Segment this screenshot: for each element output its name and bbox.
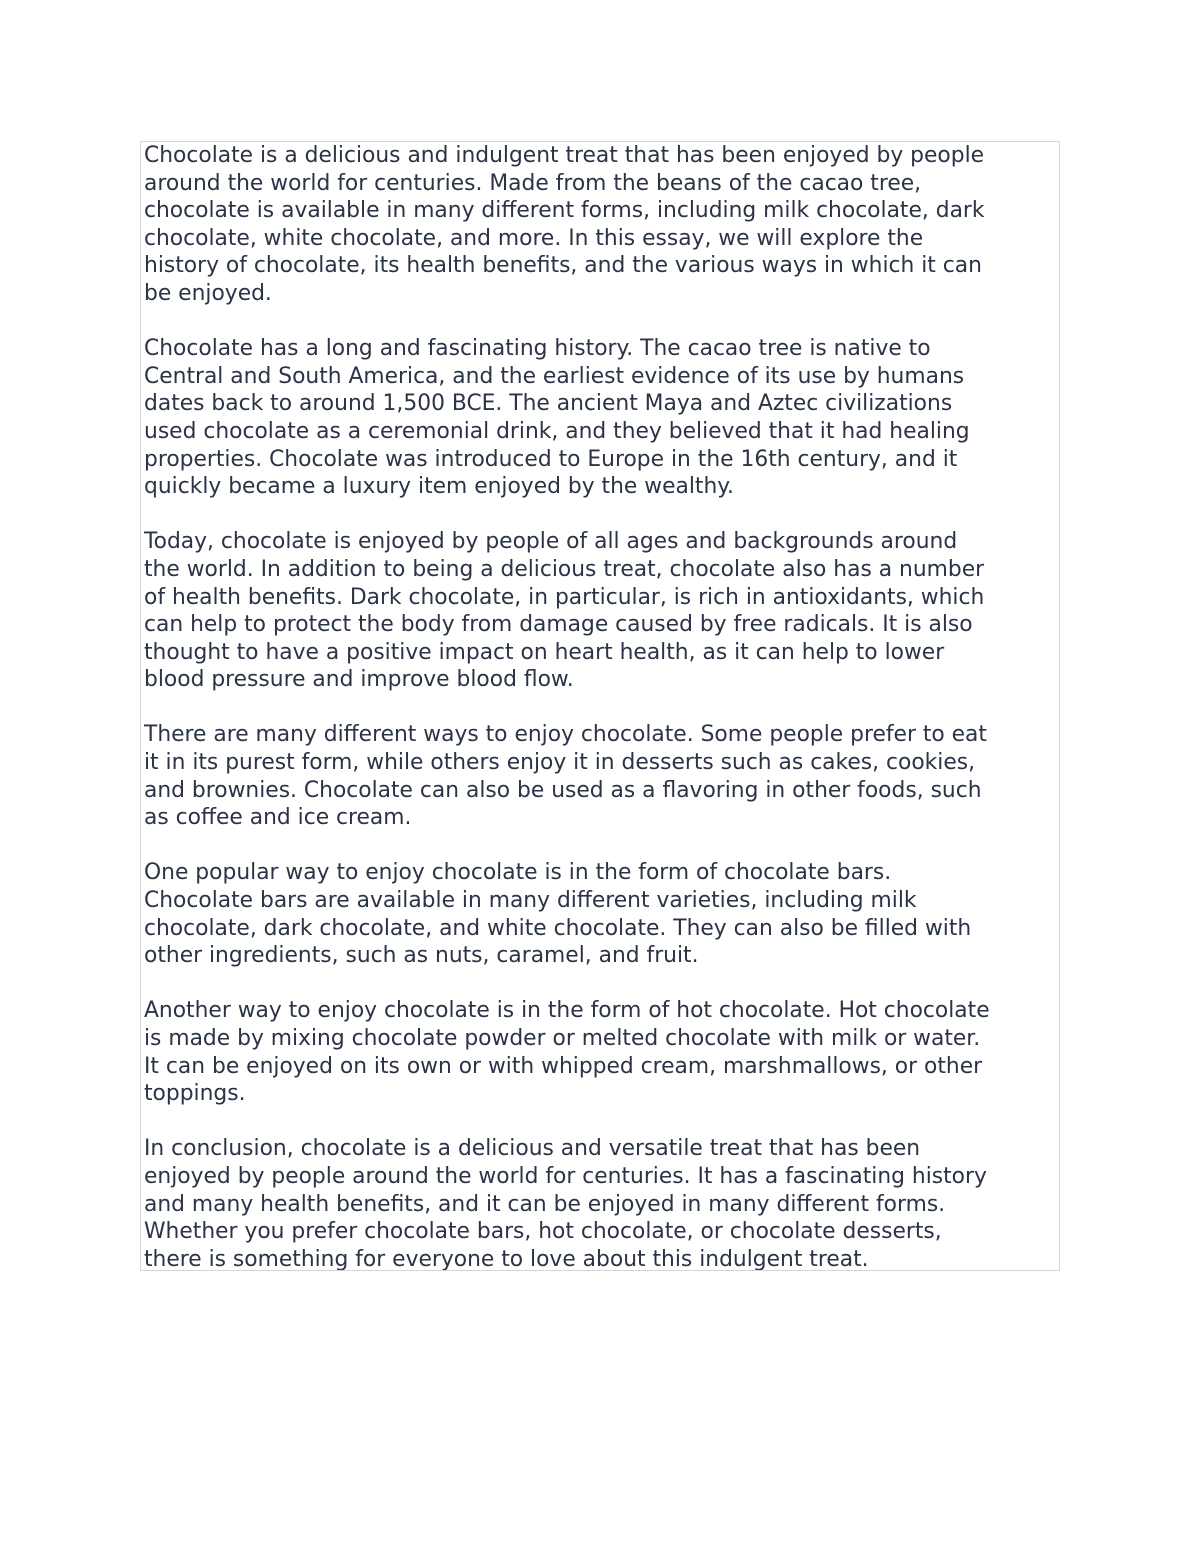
paragraph-ways-to-enjoy: There are many different ways to enjoy chocolate. Some people prefer to eat it in its purest form, while others enjoy it in desserts such as cakes, cookies, and brownies. Chocolate can also be used as a flavoring in other foods, such as coffee and ice cream. (144, 722, 987, 831)
paragraph-chocolate-bars: One popular way to enjoy chocolate is in the form of chocolate bars. Chocolate bars are available in many different varieties, including milk chocolate, dark chocolate, and white chocolate. They can also be filled with other ingredients, such as nuts, caramel, and fruit. (144, 860, 972, 969)
paragraph-history: Chocolate has a long and fascinating history. The cacao tree is native to Central and South America, and the earliest evidence of its use by humans dates back to around 1,500 BCE. The ancient Maya and Aztec civilizations used chocolate as a ceremonial drink, and they believed that it had healing properties. Chocolate was introduced to Europe in the 16th century, and it quickly became a luxury item enjoyed by the wealthy. (144, 336, 970, 500)
paragraph-conclusion: In conclusion, chocolate is a delicious and versatile treat that has been enjoyed by people around the world for centuries. It has a fascinating history and many health benefits, and it can be enjoyed in many different forms. Whether you prefer chocolate bars, hot chocolate, or chocolate desserts, there is something for everyone to love about this indulgent treat. (144, 1136, 987, 1271)
paragraph-hot-chocolate: Another way to enjoy chocolate is in the form of hot chocolate. Hot chocolate is made by mixing chocolate powder or melted chocolate with milk or water. It can be enjoyed on its own or with whipped cream, marshmallows, or other toppings. (144, 998, 990, 1107)
paragraph-intro: Chocolate is a delicious and indulgent treat that has been enjoyed by people around the world for centuries. Made from the beans of the cacao tree, chocolate is available in many different forms, including milk chocolate, dark chocolate, white chocolate, and more. In this essay, we will explore the history of chocolate, its health benefits, and the various ways in which it can be enjoyed. (144, 143, 985, 306)
essay-text-box[interactable] (140, 141, 1060, 1271)
paragraph-health-benefits: Today, chocolate is enjoyed by people of all ages and backgrounds around the world. In addition to being a delicious treat, chocolate also has a number of health benefits. Dark chocolate, in particular, is rich in antioxidants, which can help to protect the body from damage caused by free radicals. It is also thought to have a positive impact on heart health, as it can help to lower blood pressure and improve blood flow. (144, 529, 985, 693)
